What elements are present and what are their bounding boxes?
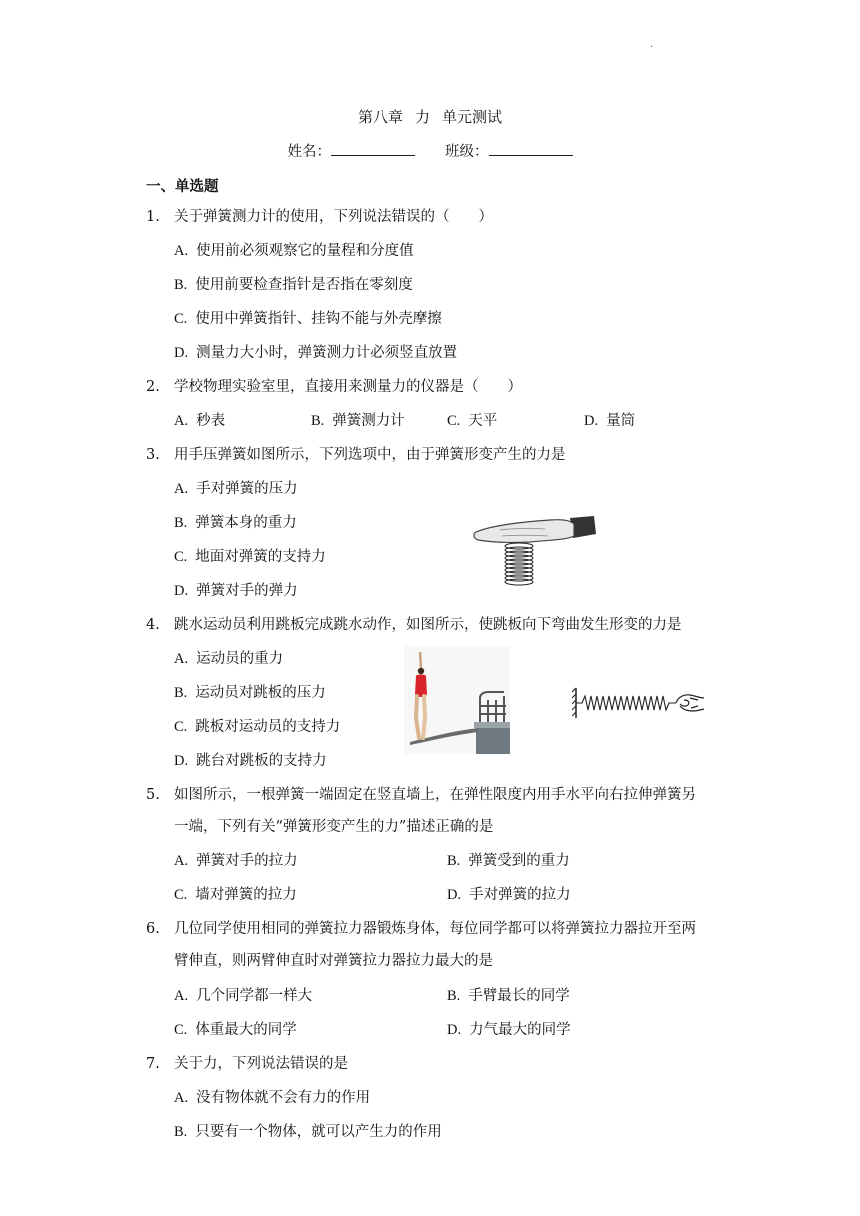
option-text: 几个同学都一样大 [196, 988, 313, 1004]
question-text: 用手压弹簧如图所示，下列选项中，由于弹簧形变产生的力是 [174, 447, 566, 463]
option-letter: A. [174, 988, 189, 1004]
option-text: 量筒 [606, 413, 636, 429]
wall-spring-hand-figure [572, 684, 708, 722]
q1-option-b[interactable] [174, 275, 413, 295]
question-3 [146, 445, 566, 465]
option-letter: A. [174, 413, 189, 429]
q5-option-c[interactable] [174, 885, 297, 905]
diver-springboard-figure [404, 646, 510, 754]
option-text: 使用前必须观察它的量程和分度值 [196, 243, 414, 259]
q6-option-a[interactable] [174, 986, 312, 1006]
option-letter: C. [174, 549, 188, 565]
option-letter: C. [174, 1022, 188, 1038]
hand-pressing-spring-figure [470, 512, 600, 592]
option-letter: A. [174, 1090, 189, 1106]
option-letter: B. [174, 1124, 188, 1140]
class-label: 班级： [445, 144, 489, 160]
option-letter: D. [447, 1022, 462, 1038]
question-text: 关于弹簧测力计的使用，下列说法错误的（ ） [174, 209, 493, 225]
option-text: 跳板对运动员的支持力 [195, 719, 341, 735]
option-letter: B. [174, 685, 188, 701]
option-letter: D. [447, 887, 462, 903]
question-text: 关于力，下列说法错误的是 [174, 1056, 348, 1072]
option-letter: D. [174, 583, 189, 599]
question-6 [146, 919, 696, 939]
q4-option-c[interactable] [174, 717, 340, 737]
q2-option-d[interactable] [584, 411, 635, 431]
option-letter: B. [174, 277, 188, 293]
question-number: 6. [146, 921, 160, 937]
student-info-row [0, 140, 860, 161]
option-text: 手臂最长的同学 [468, 988, 570, 1004]
option-text: 弹簧受到的重力 [468, 853, 570, 869]
option-letter: C. [174, 719, 188, 735]
option-text: 秒表 [196, 413, 226, 429]
title-chapter: 第八章 [357, 108, 403, 126]
page-mark: · [650, 42, 654, 53]
q1-option-a[interactable] [174, 241, 414, 261]
option-text: 运动员对跳板的压力 [195, 685, 326, 701]
option-text: 使用前要检查指针是否指在零刻度 [195, 277, 413, 293]
q5-option-a[interactable] [174, 851, 298, 871]
option-text: 力气最大的同学 [469, 1022, 571, 1038]
q7-option-a[interactable] [174, 1088, 370, 1108]
question-text: 一端，下列有关“弹簧形变产生的力”描述正确的是 [174, 819, 494, 835]
option-letter: D. [174, 753, 189, 769]
title-test: 单元测试 [442, 108, 503, 126]
q2-option-a[interactable] [174, 411, 225, 431]
option-text: 手对弹簧的压力 [196, 481, 298, 497]
question-number: 4. [146, 617, 160, 633]
question-6-line-2 [174, 951, 493, 971]
option-letter: A. [174, 243, 189, 259]
question-2 [146, 377, 522, 397]
class-field[interactable] [489, 141, 573, 156]
option-letter: A. [174, 651, 189, 667]
option-text: 跳台对跳板的支持力 [196, 753, 327, 769]
title-topic: 力 [414, 108, 430, 126]
option-letter: A. [174, 481, 189, 497]
q1-option-c[interactable] [174, 309, 442, 329]
option-text: 弹簧对手的拉力 [196, 853, 298, 869]
option-text: 手对弹簧的拉力 [469, 887, 571, 903]
option-text: 运动员的重力 [196, 651, 284, 667]
platform-base [476, 726, 510, 754]
option-letter: D. [174, 345, 189, 361]
option-text: 墙对弹簧的拉力 [195, 887, 297, 903]
option-text: 没有物体就不会有力的作用 [196, 1090, 371, 1106]
question-number: 5. [146, 787, 160, 803]
question-text: 学校物理实验室里，直接用来测量力的仪器是（ ） [174, 379, 522, 395]
q4-option-a[interactable] [174, 649, 283, 669]
spring [576, 696, 676, 710]
option-letter: B. [447, 853, 461, 869]
q2-option-b[interactable] [311, 411, 405, 431]
q4-option-b[interactable] [174, 683, 326, 703]
option-letter: B. [447, 988, 461, 1004]
q5-option-b[interactable] [447, 851, 570, 871]
question-text: 臂伸直，则两臂伸直时对弹簧拉力器拉力最大的是 [174, 953, 493, 969]
q6-option-b[interactable] [447, 986, 570, 1006]
option-letter: C. [174, 887, 188, 903]
q1-option-d[interactable] [174, 343, 457, 363]
question-text: 跳水运动员利用跳板完成跳水动作，如图所示，使跳板向下弯曲发生形变的力是 [174, 617, 682, 633]
question-number: 1. [146, 209, 160, 225]
option-text: 地面对弹簧的支持力 [195, 549, 326, 565]
option-text: 体重最大的同学 [195, 1022, 297, 1038]
question-number: 7. [146, 1056, 160, 1072]
option-letter: A. [174, 853, 189, 869]
q7-option-b[interactable] [174, 1122, 442, 1142]
hand-shape [474, 520, 574, 543]
question-number: 2. [146, 379, 160, 395]
option-text: 弹簧测力计 [332, 413, 405, 429]
option-text: 天平 [468, 413, 498, 429]
question-text: 如图所示，一根弹簧一端固定在竖直墙上，在弹性限度内用手水平向右拉伸弹簧另 [174, 787, 696, 803]
q6-option-d[interactable] [447, 1020, 571, 1040]
name-label: 姓名： [287, 144, 331, 160]
option-text: 弹簧对手的弹力 [196, 583, 298, 599]
q3-option-b[interactable] [174, 513, 297, 533]
question-5 [146, 785, 696, 805]
option-letter: C. [174, 311, 188, 327]
option-letter: B. [311, 413, 325, 429]
question-text: 几位同学使用相同的弹簧拉力器锻炼身体，每位同学都可以将弹簧拉力器拉开至两 [174, 921, 696, 937]
section-heading: 一、单选题 [146, 179, 219, 195]
option-text: 只要有一个物体，就可以产生力的作用 [195, 1124, 442, 1140]
option-text: 使用中弹簧指针、挂钩不能与外壳摩擦 [195, 311, 442, 327]
page-title [0, 106, 860, 127]
name-field[interactable] [331, 141, 415, 156]
option-text: 弹簧本身的重力 [195, 515, 297, 531]
q4-option-d[interactable] [174, 751, 327, 771]
question-1 [146, 207, 493, 227]
q2-option-c[interactable] [447, 411, 497, 431]
option-text: 测量力大小时，弹簧测力计必须竖直放置 [196, 345, 458, 361]
option-letter: B. [174, 515, 188, 531]
question-4 [146, 615, 682, 635]
pulling-hand [676, 695, 704, 711]
question-7 [146, 1054, 348, 1074]
question-5-line-2 [174, 817, 493, 837]
q3-option-a[interactable] [174, 479, 298, 499]
q5-option-d[interactable] [447, 885, 571, 905]
option-letter: C. [447, 413, 461, 429]
q6-option-c[interactable] [174, 1020, 297, 1040]
question-number: 3. [146, 447, 160, 463]
option-letter: D. [584, 413, 599, 429]
spring-coils [505, 543, 533, 585]
q3-option-c[interactable] [174, 547, 326, 567]
q3-option-d[interactable] [174, 581, 298, 601]
